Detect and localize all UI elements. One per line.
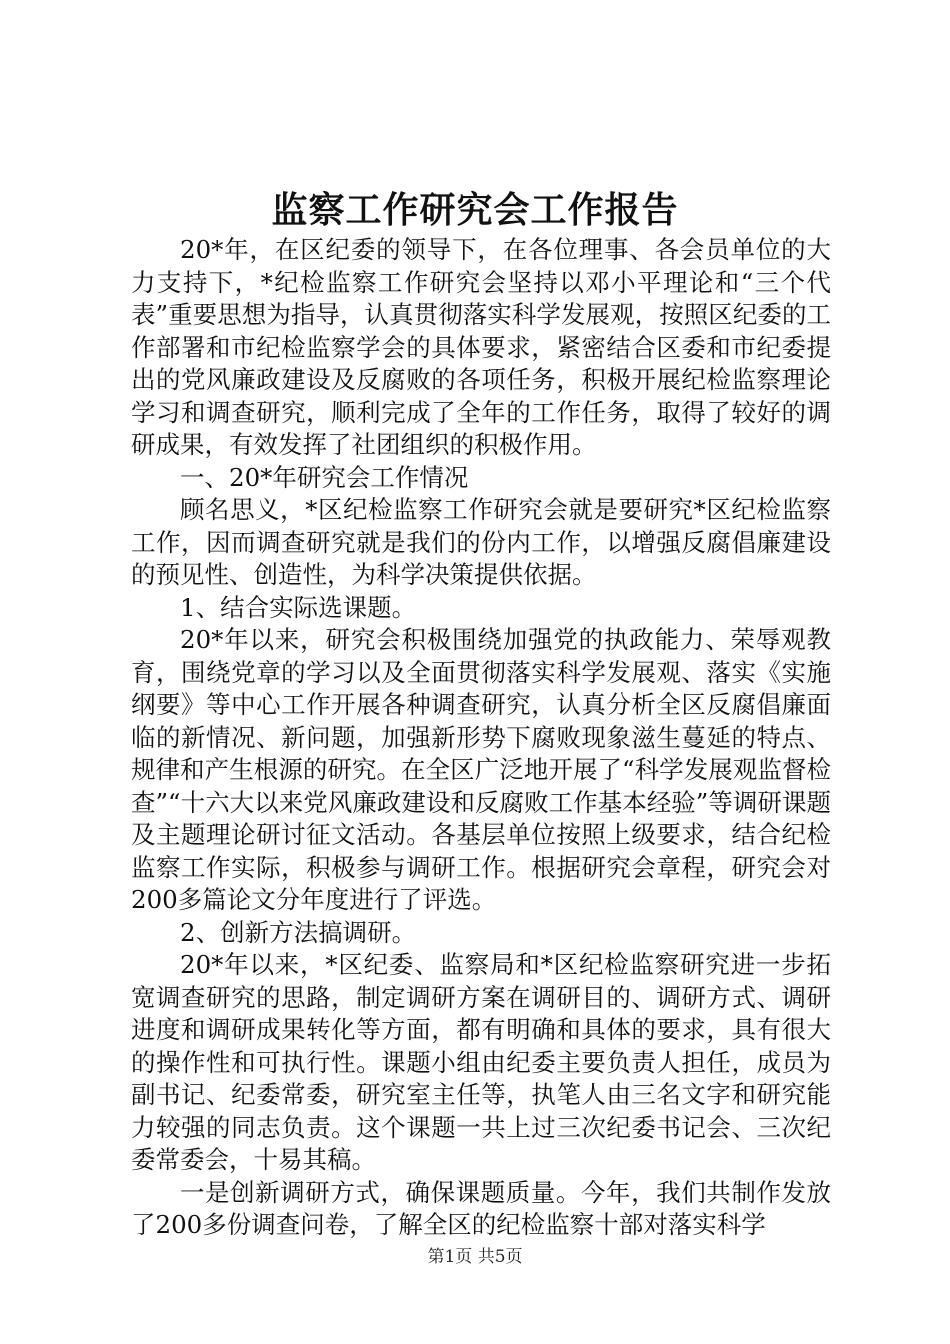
document-title: 监察工作研究会工作报告 — [271, 189, 679, 231]
document-body — [131, 234, 831, 1242]
page-number-footer: 第1页 共5页 — [427, 1247, 523, 1267]
subsection-heading: 1、结合实际选课题。 — [180, 592, 417, 622]
body-paragraph: 20*年以来，研究会积极围绕加强党的执政能力、荣辱观教育，围绕党章的学习以及全面贯彻落实科学发展观、落实《实施纲要》等中心工作开展各种调查研究，认真分析全区反腐倡廉面临的新情况、新问题，加强新形势下腐败现象滋生蔓延的特点、规律和产生根源的研究。在全区广泛地开展了“科学发展观监督检查”“十六大以来党风廉政建设和反腐败工作基本经验”等调研课题及主题理论研讨征文活动。各基层单位按照上级要求，结合纪检监察工作实际，积极参与调研工作。根据研究会章程，研究会对200多篇论文分年度进行了评选。 — [131, 625, 831, 914]
body-paragraph: 20*年，在区纪委的领导下，在各位理事、各会员单位的大力支持下，*纪检监察工作研究会坚持以邓小平理论和“三个代表”重要思想为指导，认真贯彻落实科学发展观，按照区纪委的工作部署和市纪检监察学会的具体要求，紧密结合区委和市纪委提出的党风廉政建设及反腐败的各项任务，积极开展纪检监察理论学习和调查研究，顺利完成了全年的工作任务，取得了较好的调研成果，有效发挥了社团组织的积极作用。 — [131, 235, 831, 459]
subsection-heading: 2、创新方法搞调研。 — [180, 917, 417, 947]
section-heading: 一、20*年研究会工作情况 — [180, 462, 469, 492]
body-paragraph: 20*年以来，*区纪委、监察局和*区纪检监察研究进一步拓宽调查研究的思路，制定调研方案在调研目的、调研方式、调研进度和调研成果转化等方面，都有明确和具体的要求，具有很大的操作性和可执行性。课题小组由纪委主要负责人担任，成员为副书记、纪委常委，研究室主任等，执笔人由三名文字和研究能力较强的同志负责。这个课题一共上过三次纪委书记会、三次纪委常委会，十易其稿。 — [131, 950, 831, 1174]
body-paragraph: 顾名思义，*区纪检监察工作研究会就是要研究*区纪检监察工作，因而调查研究就是我们的份内工作，以增强反腐倡廉建设的预见性、创造性，为科学决策提供依据。 — [131, 495, 831, 589]
body-paragraph: 一是创新调研方式，确保课题质量。今年，我们共制作发放了200多份调查问卷，了解全区的纪检监察十部对落实科学 — [131, 1177, 831, 1239]
